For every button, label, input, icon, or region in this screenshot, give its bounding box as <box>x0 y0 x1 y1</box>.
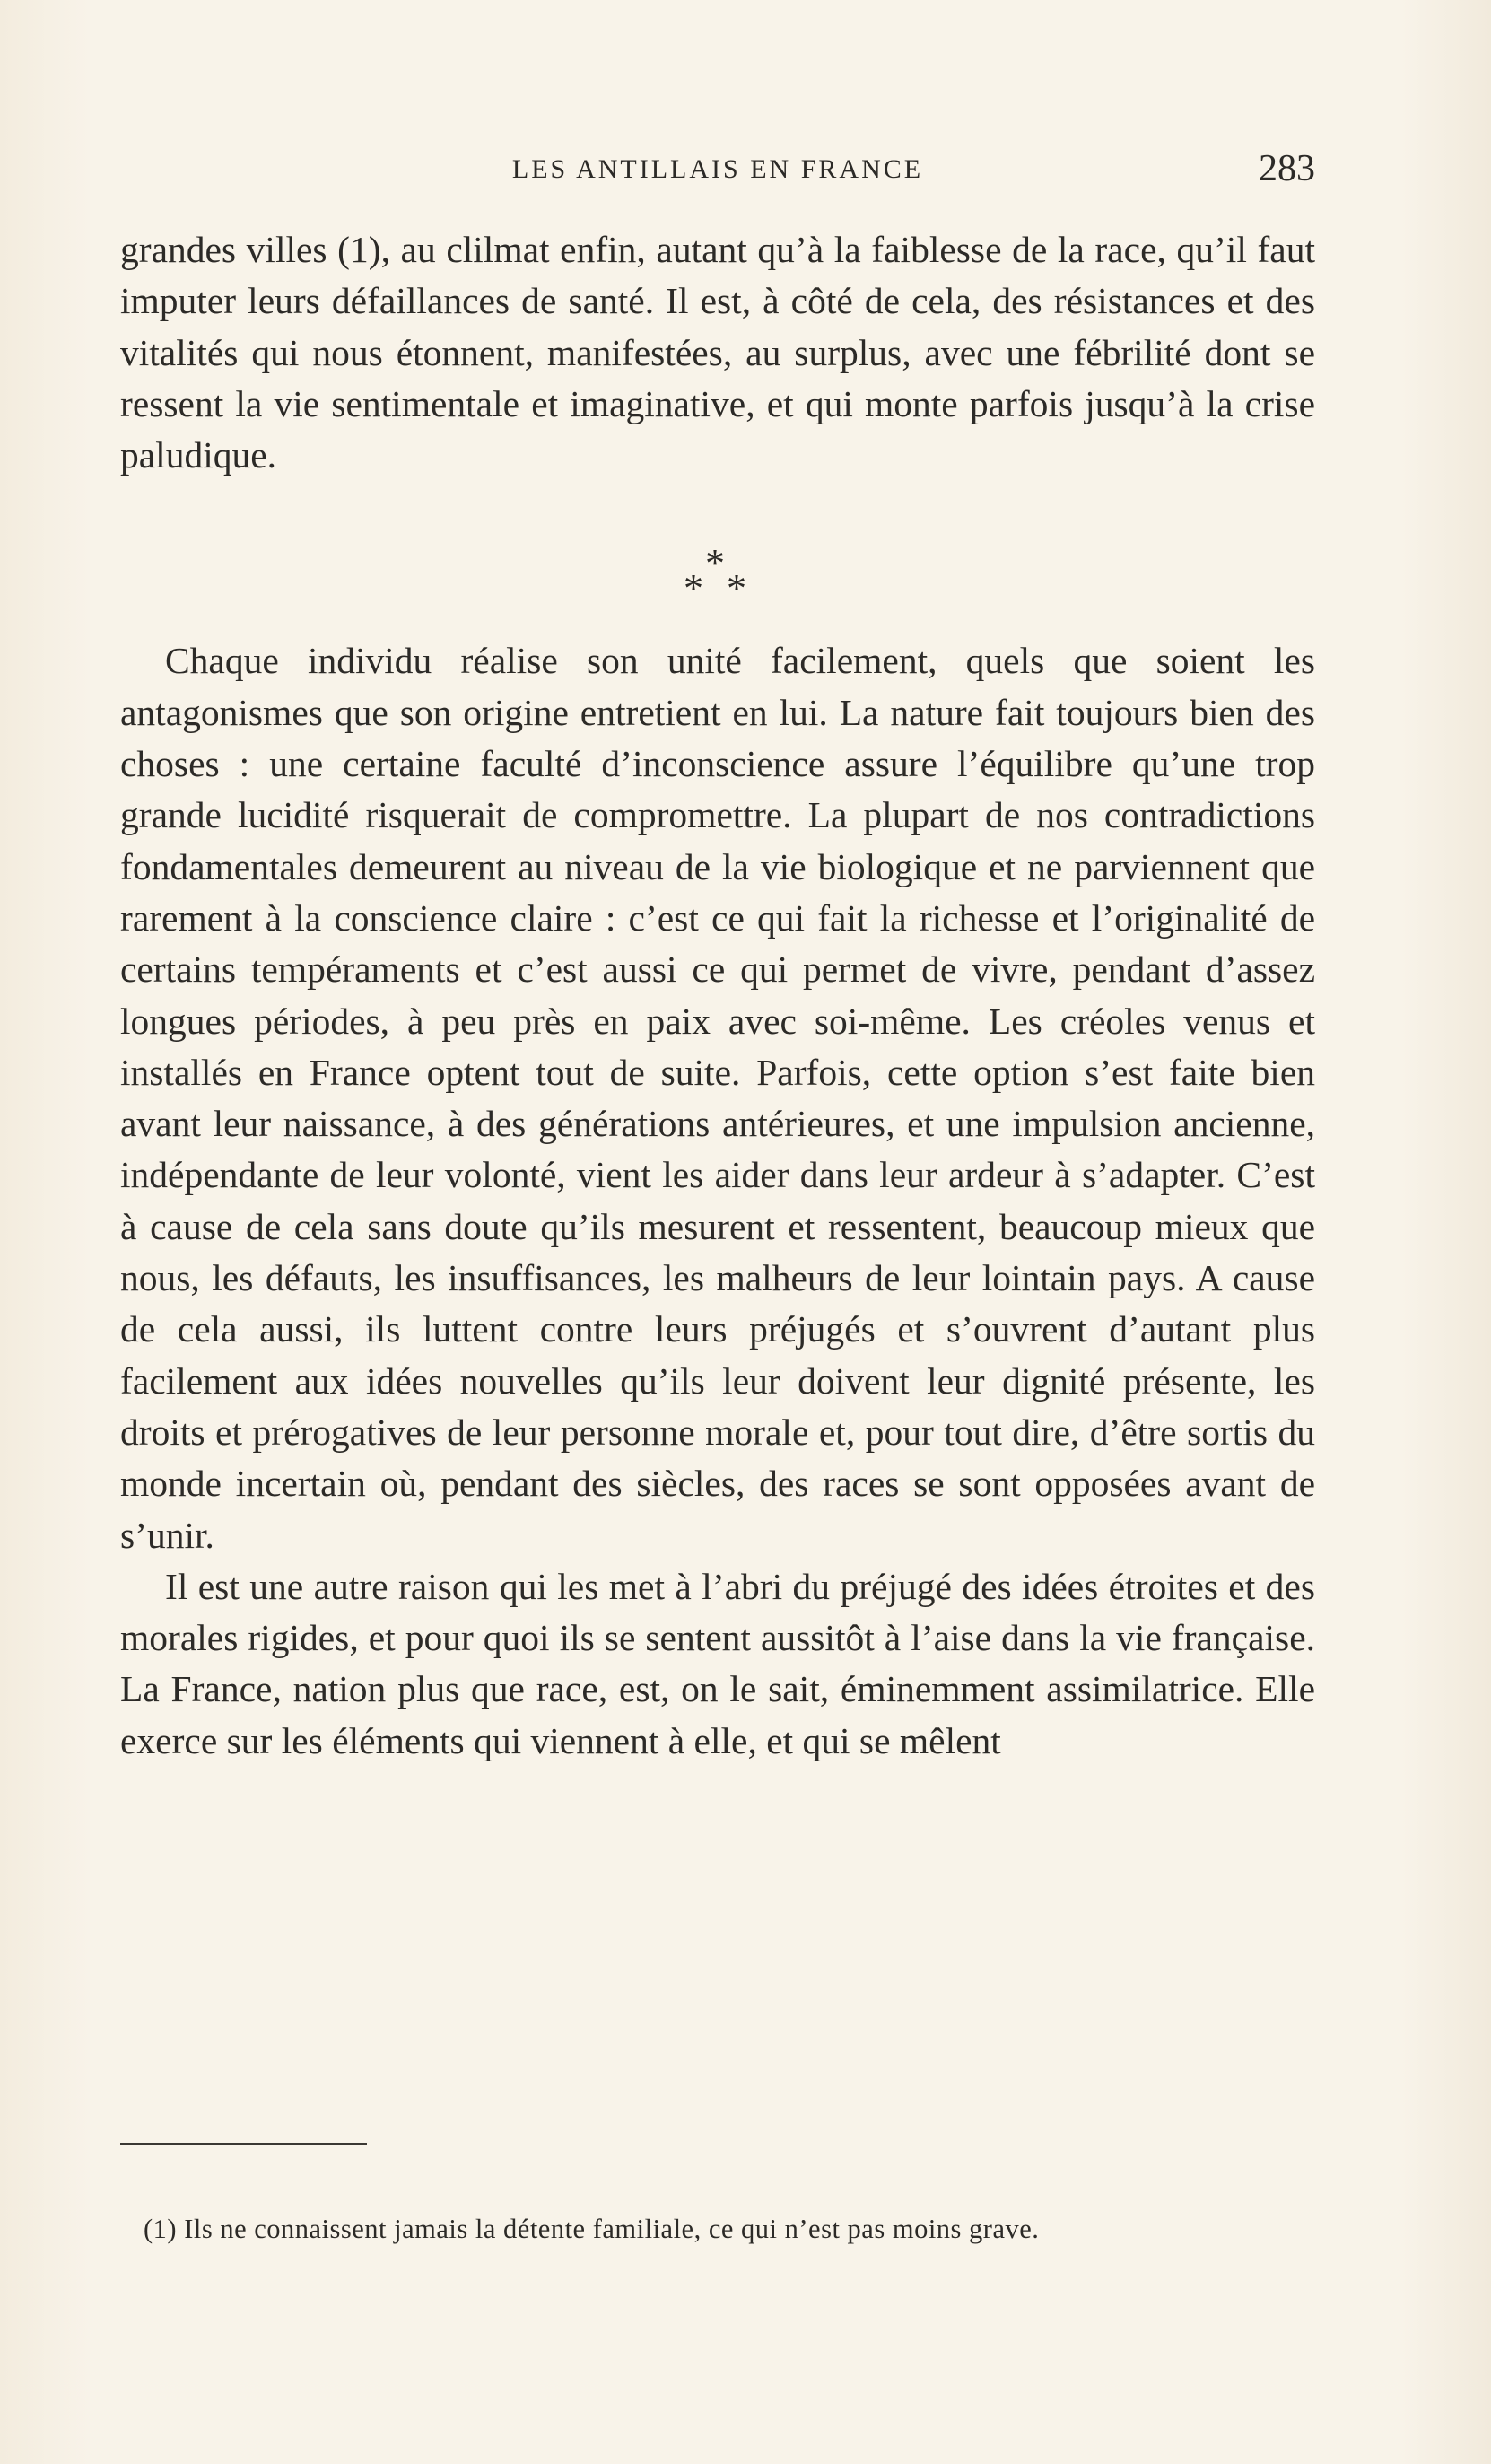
page-number: 283 <box>1259 148 1315 189</box>
asterism-star-top: * <box>705 541 725 586</box>
footnote: (1) Ils ne connaissent jamais la détente familiale, ce qui n’est pas moins grave. <box>144 2213 1040 2244</box>
paragraph-france: Il est une autre raison qui les met à l’abri du préjugé des idées étroites et des morales rigides, et pour quoi ils se sentent aussitôt à l’aise dans la vie française. La France, nation plus que race, est, on le sait, éminemment assimilatrice. Elle exerce sur les éléments qui viennent à elle, et qui se mêlent <box>120 1565 1315 1761</box>
asterism-star-left: * <box>684 566 703 611</box>
page-header <box>120 147 1315 192</box>
paragraph-continued: grandes villes (1), au clilmat enfin, autant qu’à la faiblesse de la race, qu’il faut imputer leurs défaillances de santé. Il est, à côté de cela, des résistances et des vitalités qui nous étonnent, manifestées, au surplus, avec une fébrilité dont se ressent la vie sentimentale et imaginative, et qui monte parfois jusqu’à la crise paludique. <box>120 229 1315 476</box>
running-title: LES ANTILLAIS EN FRANCE <box>511 154 924 184</box>
asterism-star-right: * <box>727 566 746 611</box>
footnote-rule <box>120 2143 367 2145</box>
body-text <box>120 224 1315 1767</box>
paragraph-creoles: Chaque individu réalise son unité facilement, quels que soient les antagonismes que son origine entretient en lui. La nature fait toujours bien des choses : une certaine faculté d’inconscience assure l’équilibre qu’une trop grande lucidité risquerait de compromettre. La plupart de nos contradictions fondamentales demeurent au niveau de la vie biologique et ne parviennent que rarement à la conscience claire : c’est ce qui fait la richesse et l’originalité de certains tempéraments et c’est aussi ce qui permet de vivre, pendant d’assez longues périodes, à peu près en paix avec soi-même. Les créoles venus et installés en France optent tout de suite. Parfois, cette option s’est faite bien avant leur naissance, à des générations antérieures, et une impulsion ancienne, indépendante de leur volonté, vient les aider dans leur ardeur à s’adapter. C’est à cause de cela sans doute qu’ils mesurent et ressentent, beaucoup mieux que nous, les défauts, les insuffisances, les malheurs de leur lointain pays. A cause de cela aussi, ils luttent contre leurs préjugés et s’ouvrent d’autant plus facilement aux idées nouvelles qu’ils leur doivent leur dignité présente, les droits et prérogatives de leur personne morale et, pour tout dire, d’être sortis du monde incertain où, pendant des siècles, des races se sont opposées avant de s’unir. <box>120 640 1315 1556</box>
asterism-section-break <box>120 481 1315 635</box>
